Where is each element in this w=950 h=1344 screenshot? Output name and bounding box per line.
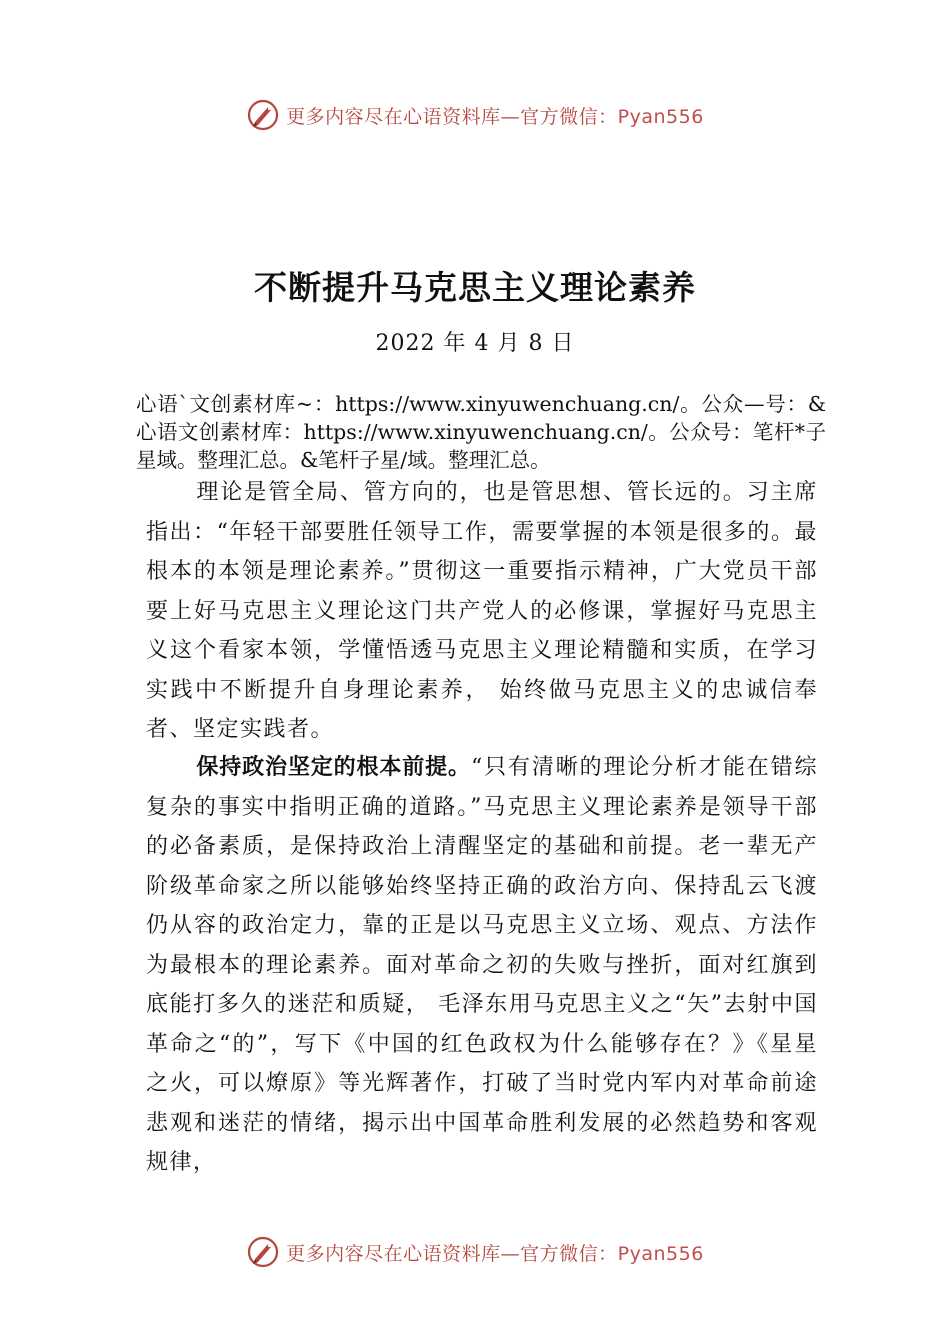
page-title: 不断提升马克思主义理论素养 — [254, 268, 696, 307]
document-date: 2022 年 4 月 8 日 — [375, 331, 575, 356]
paragraph-2-text: “只有清晰的理论分析才能在错综复杂的事实中指明正确的道路。”马克思主义理论素养是领导干部的必备素质，是保持政治上清醒坚定的基础和前提。老一辈无产阶级革命家之所以能够始终坚持正确的政治方向、保持乱云飞渡仍从容的政治定力，靠的正是以马克思主义立场、观点、方法作为最根本的理论素养。面对革命之初的失败与挫折，面对红旗到底能打多久的迷茫和质疑， 毛泽东用马克思主义之“矢”去射中国革命之“的”，写下《中国的红色政权为什么能够存在？》《星星之火，可以燎原》等光辉著作，打破了当时党内军内对革命前途悲观和迷茫的情绪，揭示出中国革命胜利发展的必然趋势和客观规律， — [146, 755, 818, 1175]
header-banner-text — [286, 102, 704, 129]
source-notice: 心语`文创素材库~：https://www.xinyuwenchuang.cn/。公众—号：&心语文创素材库：https://www.xinyuwenchuang.cn/。公众号：笔杆*子星域。整理汇总。&笔杆子星/域。整理汇总。 — [136, 392, 826, 472]
footer-wechat-id: Pyan556 — [617, 1242, 704, 1265]
header-banner — [0, 95, 950, 135]
paragraph-1-text: 理论是管全局、管方向的，也是管思想、管长远的。习主席指出：“年轻干部要胜任领导工作，需要掌握的本领是很多的。最根本的本领是理论素养。”贯彻这一重要指示精神，广大党员干部要上好马克思主义理论这门共产党人的必修课，掌握好马克思主义这个看家本领，学懂悟透马克思主义理论精髓和实质，在学习实践中不断提升自身理论素养， 始终做马克思主义的忠诚信奉者、坚定实践者。 — [146, 480, 818, 742]
header-wechat-id: Pyan556 — [617, 105, 704, 128]
footer-banner — [0, 1232, 950, 1272]
header-slogan: 更多内容尽在心语资料库—官方微信： — [286, 105, 618, 128]
paragraph-2 — [146, 748, 818, 1183]
footer-slogan: 更多内容尽在心语资料库—官方微信： — [286, 1242, 618, 1265]
pen-logo-icon — [246, 1235, 280, 1269]
paragraph-1 — [146, 473, 818, 750]
paragraph-2-heading: 保持政治坚定的根本前提。 — [196, 755, 471, 780]
pen-logo-icon — [246, 98, 280, 132]
footer-banner-text — [286, 1239, 704, 1266]
